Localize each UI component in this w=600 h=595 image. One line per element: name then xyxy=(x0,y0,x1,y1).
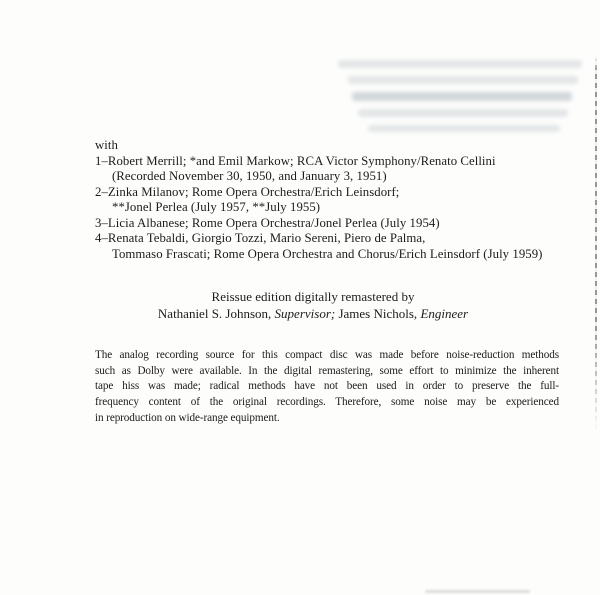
notice-line: The analog recording source for this compact disc was made before noise-reduction methods xyxy=(95,349,559,361)
ghost-text-line xyxy=(352,92,572,101)
notice-line: frequency content of the original recordings. Therefore, some noise may be experienced xyxy=(95,396,559,409)
credit-line-2-continued: **Jonel Perlea (July 1957, **July 1955) xyxy=(112,200,321,214)
notice-line: in reproduction on wide-range equipment. xyxy=(95,411,280,424)
credit-line-4-continued: Tommaso Frascati; Rome Opera Orchestra and Chorus/Erich Leinsdorf (July 1959) xyxy=(112,246,543,261)
credit-line-1: 1–Robert Merrill; *and Emil Markow; RCA Victor Symphony/Renato Cellini xyxy=(95,153,496,168)
credits-intro: with xyxy=(95,138,118,152)
remaster-credit-block xyxy=(83,289,543,322)
engineer-name: James Nichols, xyxy=(335,305,421,321)
noise-reduction-notice-paragraph xyxy=(95,348,559,427)
ghost-text-line xyxy=(338,60,582,68)
credit-line-3: 3–Licia Albanese; Rome Opera Orchestra/Jonel Perlea (July 1954) xyxy=(95,215,440,230)
ghost-text-line xyxy=(358,109,568,117)
page-crease-line xyxy=(595,56,597,434)
credit-line-4: 4–Renata Tebaldi, Giorgio Tozzi, Mario Sereni, Piero de Palma, xyxy=(95,231,426,245)
ghost-text-line xyxy=(348,76,578,84)
notice-line: such as Dolby were available. In the digital remastering, some effort to minimize the inherent xyxy=(95,364,559,377)
remaster-personnel xyxy=(83,306,543,323)
ghost-text-line xyxy=(368,125,560,132)
cast-credits-block xyxy=(95,138,542,262)
supervisor-role: Supervisor; xyxy=(274,305,336,321)
scan-smudge xyxy=(425,590,530,593)
engineer-role: Engineer xyxy=(420,305,469,321)
notice-line: tape hiss was made; radical methods have not been used in order to preserve the full- xyxy=(95,380,559,393)
remaster-line: Reissue edition digitally remastered by xyxy=(211,289,415,304)
supervisor-name: Nathaniel S. Johnson, xyxy=(157,305,275,321)
credit-line-1-continued: (Recorded November 30, 1950, and January 3, 1951) xyxy=(112,169,387,183)
credit-line-2: 2–Zinka Milanov; Rome Opera Orchestra/Erich Leinsdorf; xyxy=(95,184,400,199)
